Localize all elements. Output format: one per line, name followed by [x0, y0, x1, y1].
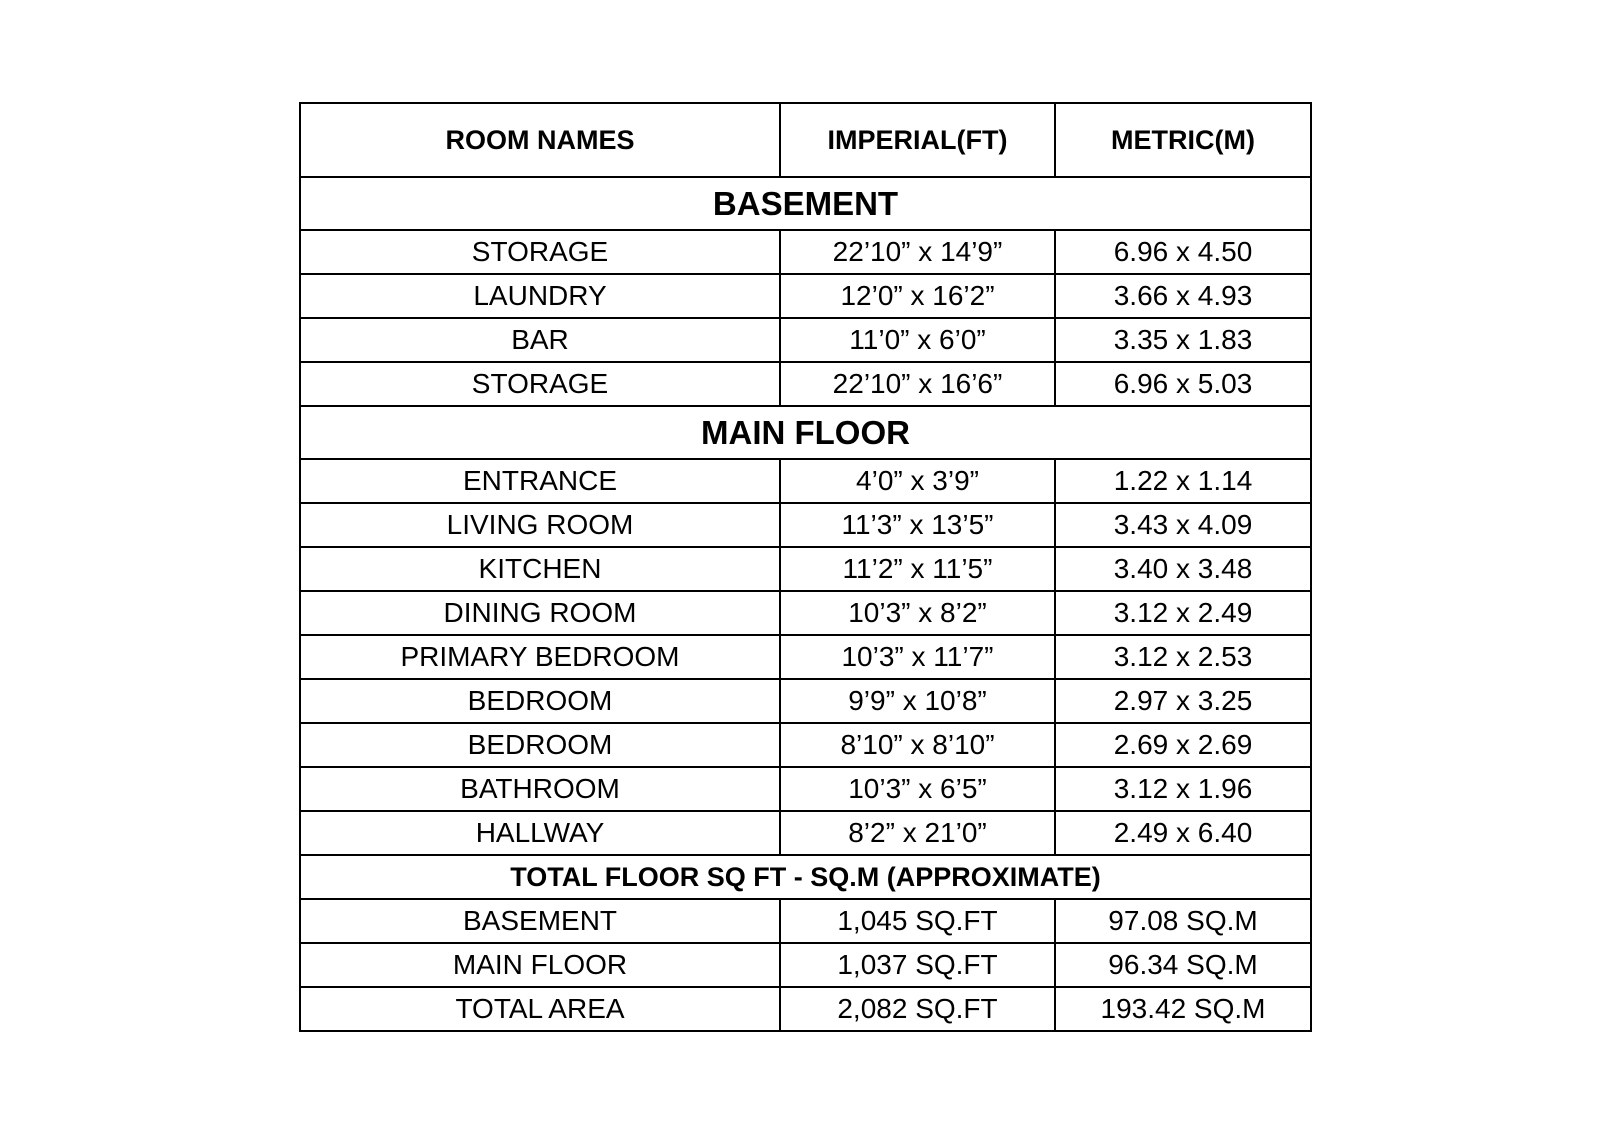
table-header-row — [300, 103, 1311, 177]
metric-cell: 6.96 x 4.50 — [1055, 230, 1311, 274]
metric-cell: 3.35 x 1.83 — [1055, 318, 1311, 362]
imperial-cell: 11’3” x 13’5” — [780, 503, 1055, 547]
imperial-cell: 1,045 SQ.FT — [780, 899, 1055, 943]
metric-cell: 2.69 x 2.69 — [1055, 723, 1311, 767]
metric-cell: 6.96 x 5.03 — [1055, 362, 1311, 406]
metric-cell: 97.08 SQ.M — [1055, 899, 1311, 943]
metric-cell: 3.43 x 4.09 — [1055, 503, 1311, 547]
table-row — [300, 547, 1311, 591]
header-metric: METRIC(M) — [1055, 103, 1311, 177]
totals-row — [300, 943, 1311, 987]
imperial-cell: 10’3” x 6’5” — [780, 767, 1055, 811]
imperial-cell: 22’10” x 14’9” — [780, 230, 1055, 274]
totals-label-cell: BASEMENT — [300, 899, 780, 943]
section-title-totals: TOTAL FLOOR SQ FT - SQ.M (APPROXIMATE) — [300, 855, 1311, 899]
imperial-cell: 11’2” x 11’5” — [780, 547, 1055, 591]
metric-cell: 3.12 x 2.49 — [1055, 591, 1311, 635]
table-row — [300, 679, 1311, 723]
imperial-cell: 1,037 SQ.FT — [780, 943, 1055, 987]
room-dimensions-table — [299, 102, 1312, 1032]
metric-cell: 1.22 x 1.14 — [1055, 459, 1311, 503]
metric-cell: 96.34 SQ.M — [1055, 943, 1311, 987]
imperial-cell: 9’9” x 10’8” — [780, 679, 1055, 723]
table-row — [300, 635, 1311, 679]
room-name-cell: BAR — [300, 318, 780, 362]
table-row — [300, 503, 1311, 547]
metric-cell: 3.40 x 3.48 — [1055, 547, 1311, 591]
room-name-cell: LIVING ROOM — [300, 503, 780, 547]
metric-cell: 2.49 x 6.40 — [1055, 811, 1311, 855]
room-name-cell: ENTRANCE — [300, 459, 780, 503]
imperial-cell: 8’10” x 8’10” — [780, 723, 1055, 767]
imperial-cell: 11’0” x 6’0” — [780, 318, 1055, 362]
imperial-cell: 2,082 SQ.FT — [780, 987, 1055, 1031]
imperial-cell: 22’10” x 16’6” — [780, 362, 1055, 406]
imperial-cell: 10’3” x 8’2” — [780, 591, 1055, 635]
metric-cell: 3.12 x 2.53 — [1055, 635, 1311, 679]
room-name-cell: KITCHEN — [300, 547, 780, 591]
metric-cell: 193.42 SQ.M — [1055, 987, 1311, 1031]
room-name-cell: LAUNDRY — [300, 274, 780, 318]
metric-cell: 3.66 x 4.93 — [1055, 274, 1311, 318]
metric-cell: 3.12 x 1.96 — [1055, 767, 1311, 811]
imperial-cell: 12’0” x 16’2” — [780, 274, 1055, 318]
table-row — [300, 591, 1311, 635]
totals-row — [300, 899, 1311, 943]
room-name-cell: BEDROOM — [300, 679, 780, 723]
room-name-cell: BATHROOM — [300, 767, 780, 811]
section-totals — [300, 855, 1311, 899]
room-name-cell: PRIMARY BEDROOM — [300, 635, 780, 679]
table-row — [300, 459, 1311, 503]
table-row — [300, 230, 1311, 274]
table-row — [300, 318, 1311, 362]
section-main-floor — [300, 406, 1311, 459]
room-name-cell: STORAGE — [300, 230, 780, 274]
table-row — [300, 274, 1311, 318]
section-basement — [300, 177, 1311, 230]
table-row — [300, 811, 1311, 855]
section-title-basement: BASEMENT — [300, 177, 1311, 230]
room-name-cell: BEDROOM — [300, 723, 780, 767]
room-name-cell: STORAGE — [300, 362, 780, 406]
section-title-main-floor: MAIN FLOOR — [300, 406, 1311, 459]
table-row — [300, 723, 1311, 767]
imperial-cell: 4’0” x 3’9” — [780, 459, 1055, 503]
header-room-names: ROOM NAMES — [300, 103, 780, 177]
table-row — [300, 362, 1311, 406]
totals-label-cell: TOTAL AREA — [300, 987, 780, 1031]
totals-row — [300, 987, 1311, 1031]
header-imperial: IMPERIAL(FT) — [780, 103, 1055, 177]
metric-cell: 2.97 x 3.25 — [1055, 679, 1311, 723]
room-name-cell: HALLWAY — [300, 811, 780, 855]
totals-label-cell: MAIN FLOOR — [300, 943, 780, 987]
table-row — [300, 767, 1311, 811]
imperial-cell: 10’3” x 11’7” — [780, 635, 1055, 679]
room-name-cell: DINING ROOM — [300, 591, 780, 635]
imperial-cell: 8’2” x 21’0” — [780, 811, 1055, 855]
